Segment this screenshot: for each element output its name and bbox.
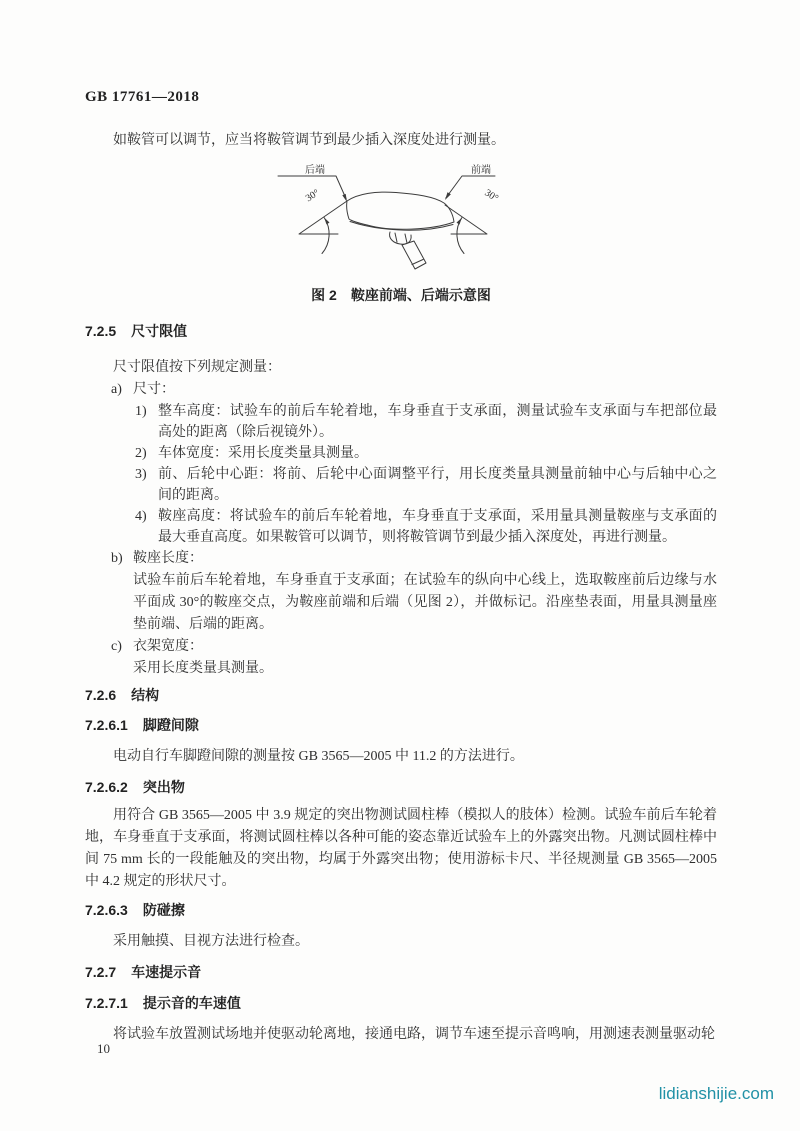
section-number: 7.2.5 [85, 323, 117, 339]
section-7-2-7-1-body: 将试验车放置测试场地并使驱动轮离地，接通电路，调节车速至提示音鸣响，用测速表测量驱动轮 [113, 1027, 715, 1042]
section-number: 7.2.6.1 [85, 717, 128, 733]
list-item-title: 衣架宽度： [133, 639, 203, 654]
sub-item-2 [135, 443, 717, 464]
angle-left-label: 30° [303, 187, 322, 205]
front-end-label: 前端 [471, 165, 491, 176]
list-item-b [111, 548, 717, 570]
section-7-2-6-2-body: 用符合 GB 3565—2005 中 3.9 规定的突出物测试圆柱棒（模拟人的肢体）检测。试验车前后车轮着地，车身垂直于支承面，将测试圆柱棒以各种可能的姿态靠近试验车上的外露突出物。凡测试圆柱棒中间 75 mm 长的一段能触及的突出物，均属于外露突出物；使用游标卡尺、半径规测量 GB 3565—2005 中 4.2 规定的形状尺寸。 [85, 808, 717, 889]
angle-left [299, 201, 347, 254]
sub-item-number: 2) [135, 446, 147, 461]
list-item-b-text: 试验车前后车轮着地，车身垂直于支承面；在试验车的纵向中心线上，选取鞍座前后边缘与水平面成 30°的鞍座交点，为鞍座前端和后端（见图 2），并做标记。沿座垫表面，用量具测量座垫前端、后端的距离。 [133, 573, 717, 632]
saddle-drawing [347, 192, 454, 269]
sub-item-text: 前、后轮中心距：将前、后轮中心面调整平行，用长度类量具测量前轴中心与后轴中心之间的距离。 [158, 467, 717, 503]
section-title: 结构 [131, 687, 160, 703]
section-title: 防碰擦 [142, 902, 185, 918]
rear-end-label: 后端 [305, 165, 325, 176]
sub-item-text: 整车高度：试验车的前后车轮着地，车身垂直于支承面，测量试验车支承面与车把部位最高处的距离（除后视镜外）。 [158, 404, 717, 440]
measure-intro: 尺寸限值按下列规定测量： [113, 360, 281, 375]
list-label: b) [111, 551, 123, 566]
sub-item-4 [135, 506, 717, 548]
section-7-2-5 [85, 322, 717, 340]
arc-arrow-left [324, 218, 329, 225]
sub-item-text: 车体宽度：采用长度类量具测量。 [158, 446, 368, 461]
sub-item-number: 1) [135, 404, 147, 419]
page-content [85, 88, 717, 1046]
section-title: 车速提示音 [131, 964, 202, 980]
section-7-2-6 [85, 686, 717, 704]
section-7-2-6-1 [85, 716, 717, 734]
figure-2 [85, 162, 717, 280]
section-7-2-6-3-body: 采用触摸、目视方法进行检查。 [113, 934, 309, 949]
sub-item-1 [135, 401, 717, 443]
list-item-title: 鞍座长度： [133, 551, 203, 566]
list-item-c [111, 636, 717, 658]
list-item-c-text: 采用长度类量具测量。 [133, 661, 273, 676]
sub-item-number: 3) [135, 467, 147, 482]
section-title: 突出物 [142, 779, 185, 795]
section-number: 7.2.7.1 [85, 995, 128, 1011]
section-number: 7.2.7 [85, 964, 117, 980]
arc-arrow-right [457, 218, 462, 225]
page-number: 10 [97, 1041, 110, 1056]
section-number: 7.2.6 [85, 687, 117, 703]
sub-item-text: 鞍座高度：将试验车的前后车轮着地，车身垂直于支承面，采用量具测量鞍座与支承面的最大垂直高度。如果鞍管可以调节，则将鞍管调节到最少插入深度处，再进行测量。 [158, 509, 717, 545]
sub-item-3 [135, 464, 717, 506]
list-item-title: 尺寸： [133, 382, 175, 397]
seat-post [402, 241, 426, 269]
standard-code: GB 17761—2018 [85, 89, 200, 105]
watermark: lidianshijie.com [658, 1084, 774, 1103]
section-title: 尺寸限值 [131, 323, 188, 339]
figure-2-caption: 图 2 鞍座前端、后端示意图 [311, 287, 491, 303]
section-number: 7.2.6.3 [85, 902, 128, 918]
saddle-outline [347, 192, 454, 229]
saddle-diagram [276, 162, 526, 280]
intro-paragraph: 如鞍管可以调节，应当将鞍管调节到最少插入深度处进行测量。 [113, 133, 505, 148]
angle-right-label: 30° [482, 187, 501, 205]
section-7-2-6-1-body: 电动自行车脚蹬间隙的测量按 GB 3565—2005 中 11.2 的方法进行。 [113, 749, 524, 764]
arrowhead-rear [342, 194, 347, 202]
section-title: 脚蹬间隙 [142, 717, 199, 733]
arrowhead-front [445, 192, 451, 200]
list-item-a [111, 379, 717, 401]
section-7-2-7 [85, 963, 717, 981]
section-7-2-6-2 [85, 778, 717, 796]
saddle-clamp [390, 232, 412, 244]
list-label: c) [111, 639, 122, 654]
section-7-2-7-1 [85, 994, 717, 1012]
section-7-2-6-3 [85, 901, 717, 919]
section-title: 提示音的车速值 [142, 995, 241, 1011]
sub-item-number: 4) [135, 509, 147, 524]
list-label: a) [111, 382, 122, 397]
section-number: 7.2.6.2 [85, 779, 128, 795]
